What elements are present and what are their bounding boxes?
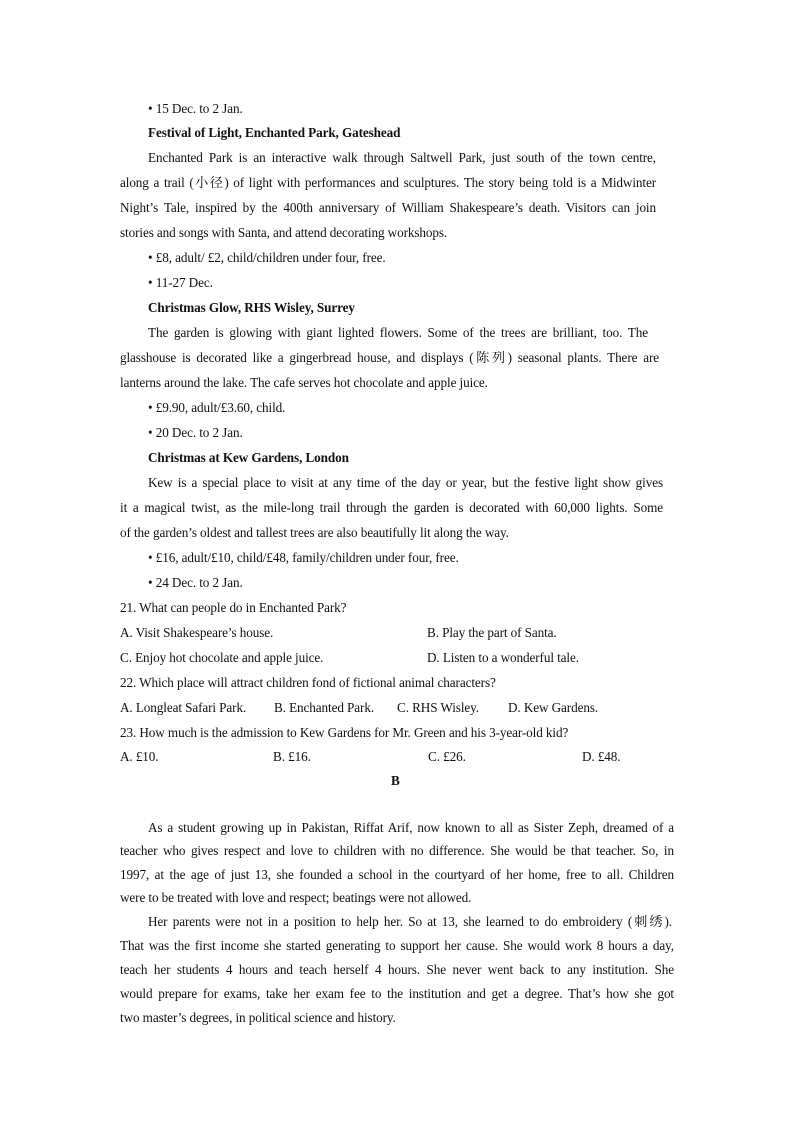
venue-dates: • 11-27 Dec.: [148, 275, 213, 290]
question-option: C. RHS Wisley.: [397, 700, 479, 715]
question-option: B. Enchanted Park.: [274, 700, 375, 715]
venue-text-line: Enchanted Park is an interactive walk through Saltwell Park, just south of the town centre,: [148, 150, 656, 165]
question-option: D. Listen to a wonderful tale.: [427, 650, 579, 665]
question-stem: 23. How much is the admission to Kew Gardens for Mr. Green and his 3-year-old kid?: [120, 725, 569, 740]
paragraph-line: Her parents were not in a position to help her. So at 13, she learned to do embroidery (刺绣).: [148, 914, 672, 929]
intro-date: • 15 Dec. to 2 Jan.: [148, 101, 243, 116]
paragraph-line: teacher who gives respect and love to children with no difference. She would be that teacher. So, in: [120, 843, 674, 858]
paragraph-line: teach her students 4 hours and teach herself 4 hours. She never went back to any institution. She: [120, 962, 674, 977]
venue-dates: • 20 Dec. to 2 Jan.: [148, 425, 243, 440]
question-option: C. Enjoy hot chocolate and apple juice.: [120, 650, 324, 665]
question-option: B. £16.: [273, 749, 311, 764]
venue-text-line: Kew is a special place to visit at any time of the day or year, but the festive light show gives: [148, 475, 663, 490]
question-option: A. £10.: [120, 749, 159, 764]
question-stem: 22. Which place will attract children fond of fictional animal characters?: [120, 675, 496, 690]
section-heading: B: [391, 773, 400, 788]
paragraph-line: two master’s degrees, in political science and history.: [120, 1010, 396, 1025]
question-option: D. £48.: [582, 749, 621, 764]
venue-title: Festival of Light, Enchanted Park, Gateshead: [148, 125, 401, 140]
venue-text-line: along a trail (小径) of light with performances and sculptures. The story being told is a Midwinter: [120, 175, 656, 190]
paragraph-line: would prepare for exams, take her exam fee to the institution and get a degree. That’s how she got: [120, 986, 674, 1001]
paragraph-line: That was the first income she started generating to support her cause. She would work 8 hours a day,: [120, 938, 674, 953]
paragraph-line: were to be treated with love and respect; beatings were not allowed.: [120, 890, 472, 905]
venue-text-line: of the garden’s oldest and tallest trees are also beautifully lit along the way.: [120, 525, 509, 540]
venue-text-line: lanterns around the lake. The cafe serves hot chocolate and apple juice.: [120, 375, 488, 390]
question-option: D. Kew Gardens.: [508, 700, 599, 715]
question-option: A. Visit Shakespeare’s house.: [120, 625, 274, 640]
venue-price: • £9.90, adult/£3.60, child.: [148, 400, 286, 415]
venue-dates: • 24 Dec. to 2 Jan.: [148, 575, 243, 590]
venue-price: • £16, adult/£10, child/£48, family/children under four, free.: [148, 550, 459, 565]
venue-text-line: it a magical twist, as the mile-long trail through the garden is decorated with 60,000 lights. Some: [120, 500, 663, 515]
question-option: C. £26.: [428, 749, 466, 764]
venue-title: Christmas Glow, RHS Wisley, Surrey: [148, 300, 355, 315]
venue-text-line: stories and songs with Santa, and attend decorating workshops.: [120, 225, 448, 240]
venue-text-line: Night’s Tale, inspired by the 400th anniversary of William Shakespeare’s death. Visitors can join: [120, 200, 656, 215]
venue-title: Christmas at Kew Gardens, London: [148, 450, 349, 465]
venue-price: • £8, adult/ £2, child/children under four, free.: [148, 250, 386, 265]
venue-text-line: The garden is glowing with giant lighted flowers. Some of the trees are brilliant, too. The: [148, 325, 648, 340]
question-option: B. Play the part of Santa.: [427, 625, 557, 640]
question-stem: 21. What can people do in Enchanted Park?: [120, 600, 347, 615]
venue-text-line: glasshouse is decorated like a gingerbread house, and displays (陈列) seasonal plants. There are: [120, 350, 659, 365]
question-option: A. Longleat Safari Park.: [120, 700, 247, 715]
paragraph-line: As a student growing up in Pakistan, Riffat Arif, now known to all as Sister Zeph, dreamed of a: [148, 820, 674, 835]
paragraph-line: 1997, at the age of just 13, she founded a school in the courtyard of her home, free to all. Children: [120, 867, 674, 882]
